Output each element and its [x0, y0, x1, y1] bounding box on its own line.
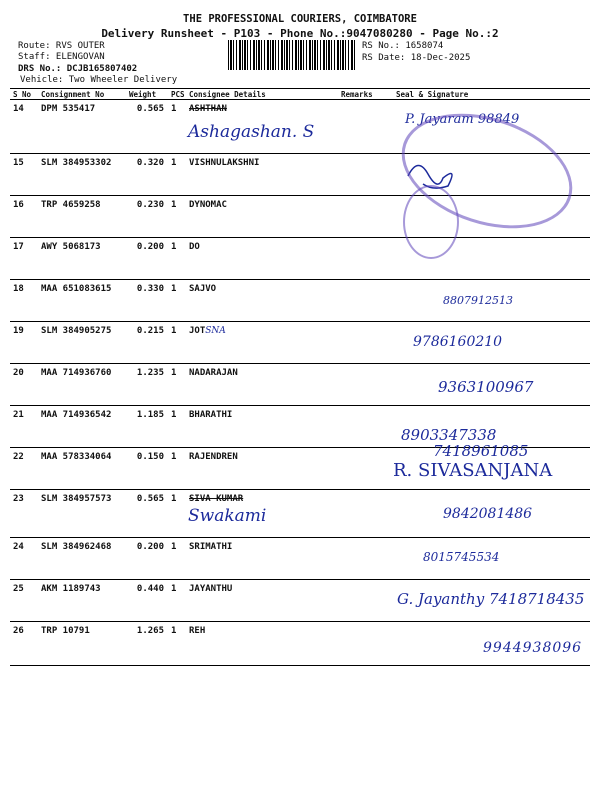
row-consignee: NADARAJAN [186, 364, 338, 406]
row-weight: 0.565 [126, 490, 168, 538]
row-consignee: JOTSNA [186, 322, 338, 364]
row-remarks [338, 238, 393, 280]
row-weight: 0.440 [126, 580, 168, 622]
row-sno: 20 [10, 364, 38, 406]
handwritten-signature: 9842081486 [443, 506, 533, 522]
rs-date: RS Date: 18-Dec-2025 [362, 53, 471, 63]
row-weight: 0.565 [126, 100, 168, 154]
handwritten-name: Swakami [188, 506, 267, 526]
handwritten-signature: 9786160210 [413, 334, 503, 350]
row-pcs: 1 [168, 538, 186, 580]
col-pcs: PCS [168, 89, 186, 100]
drs-label: DRS No.: DCJB165807402 [18, 64, 138, 74]
row-signature [393, 538, 590, 580]
row-signature [393, 622, 590, 666]
row-sno: 19 [10, 322, 38, 364]
row-weight: 0.200 [126, 538, 168, 580]
seal-stamp-small [403, 185, 459, 259]
row-pcs: 1 [168, 448, 186, 490]
row-consignment: MAA 651083615 [38, 280, 126, 322]
row-pcs: 1 [168, 490, 186, 538]
col-weight: Weight [126, 89, 168, 100]
row-consignment: DPM 535417 [38, 100, 126, 154]
route-label: Route: RVS OUTER [18, 41, 105, 51]
col-sno: S No [10, 89, 38, 100]
row-consignee: SAJVO [186, 280, 338, 322]
row-signature [393, 322, 590, 364]
table-row [10, 322, 590, 364]
handwritten-name: Ashagashan. S [188, 122, 315, 142]
row-remarks [338, 196, 393, 238]
row-consignee: DO [186, 238, 338, 280]
company-title: THE PROFESSIONAL COURIERS, COIMBATORE [183, 13, 417, 25]
row-signature [393, 490, 590, 538]
row-remarks [338, 322, 393, 364]
row-consignee: REH [186, 622, 338, 666]
table-row [10, 238, 590, 280]
row-sno: 21 [10, 406, 38, 448]
row-sno: 18 [10, 280, 38, 322]
row-weight: 1.265 [126, 622, 168, 666]
row-consignee: DYNOMAC [186, 196, 338, 238]
row-remarks [338, 100, 393, 154]
row-sno: 23 [10, 490, 38, 538]
row-pcs: 1 [168, 100, 186, 154]
row-sno: 24 [10, 538, 38, 580]
row-consignment: MAA 714936760 [38, 364, 126, 406]
row-consignment: MAA 714936542 [38, 406, 126, 448]
handwritten-signature: 8807912513 [443, 294, 513, 307]
row-consignment: SLM 384957573 [38, 490, 126, 538]
row-sno: 15 [10, 154, 38, 196]
row-remarks [338, 364, 393, 406]
col-remarks: Remarks [338, 89, 393, 100]
row-signature [393, 364, 590, 406]
table-row [10, 280, 590, 322]
row-pcs: 1 [168, 406, 186, 448]
table-row [10, 490, 590, 538]
row-consignment: SLM 384953302 [38, 154, 126, 196]
row-pcs: 1 [168, 154, 186, 196]
table-row [10, 622, 590, 666]
row-consignment: AWY 5068173 [38, 238, 126, 280]
row-signature [393, 280, 590, 322]
row-sno: 14 [10, 100, 38, 154]
table-row [10, 364, 590, 406]
col-consignee: Consignee Details [186, 89, 338, 100]
row-consignment: SLM 384905275 [38, 322, 126, 364]
row-weight: 0.330 [126, 280, 168, 322]
row-consignee: VISHNULAKSHNI [186, 154, 338, 196]
row-remarks [338, 280, 393, 322]
handwritten-signature: P. Jayaram 98849 [405, 112, 520, 127]
barcode [228, 40, 356, 70]
row-pcs: 1 [168, 580, 186, 622]
col-seal-signature: Seal & Signature [393, 89, 590, 100]
row-sno: 25 [10, 580, 38, 622]
row-signature [393, 580, 590, 622]
row-consignment: TRP 4659258 [38, 196, 126, 238]
table-row [10, 538, 590, 580]
row-remarks [338, 490, 393, 538]
row-weight: 0.215 [126, 322, 168, 364]
row-weight: 0.200 [126, 238, 168, 280]
handwritten-signature: 8015745534 [423, 550, 500, 564]
row-remarks [338, 406, 393, 448]
row-pcs: 1 [168, 280, 186, 322]
row-sno: 16 [10, 196, 38, 238]
row-sno: 17 [10, 238, 38, 280]
row-consignee: BHARATHI [186, 406, 338, 448]
row-pcs: 1 [168, 196, 186, 238]
row-weight: 1.185 [126, 406, 168, 448]
row-pcs: 1 [168, 322, 186, 364]
handwritten-signature: R. SIVASANJANA [393, 460, 553, 481]
row-remarks [338, 580, 393, 622]
table-header-row [10, 89, 590, 100]
row-consignment: SLM 384962468 [38, 538, 126, 580]
row-remarks [338, 538, 393, 580]
row-sno: 22 [10, 448, 38, 490]
handwritten-signature: 8903347338 [401, 426, 497, 444]
runsheet-subtitle: Delivery Runsheet - P103 - Phone No.:9047080280 - Page No.:2 [101, 27, 499, 40]
row-weight: 0.320 [126, 154, 168, 196]
row-consignee: SRIMATHI [186, 538, 338, 580]
row-pcs: 1 [168, 364, 186, 406]
row-weight: 1.235 [126, 364, 168, 406]
row-consignment: TRP 10791 [38, 622, 126, 666]
row-remarks [338, 622, 393, 666]
row-sno: 26 [10, 622, 38, 666]
handwritten-signature: 9363100967 [438, 378, 534, 396]
row-consignment: MAA 578334064 [38, 448, 126, 490]
row-weight: 0.150 [126, 448, 168, 490]
row-consignee: ASHTHAN Ashagashan. S [186, 100, 338, 154]
vehicle-label: Vehicle: Two Wheeler Delivery [20, 75, 178, 85]
row-consignee: SIVA KUMAR Swakami [186, 490, 338, 538]
rs-number: RS No.: 1658074 [362, 41, 444, 51]
row-pcs: 1 [168, 622, 186, 666]
table-row [10, 580, 590, 622]
staff-label: Staff: ELENGOVAN [18, 52, 105, 62]
row-consignee: RAJENDREN [186, 448, 338, 490]
col-consignment: Consignment No [38, 89, 126, 100]
row-consignee: JAYANTHU [186, 580, 338, 622]
row-pcs: 1 [168, 238, 186, 280]
table-row [10, 448, 590, 490]
handwritten-signature: 9944938096 [483, 640, 583, 656]
row-signature [393, 442, 590, 490]
row-consignment: AKM 1189743 [38, 580, 126, 622]
handwritten-phone: 7418961085 [433, 442, 529, 460]
row-remarks [338, 448, 393, 490]
row-weight: 0.230 [126, 196, 168, 238]
handwritten-signature: G. Jayanthy 7418718435 [397, 590, 585, 608]
row-remarks [338, 154, 393, 196]
